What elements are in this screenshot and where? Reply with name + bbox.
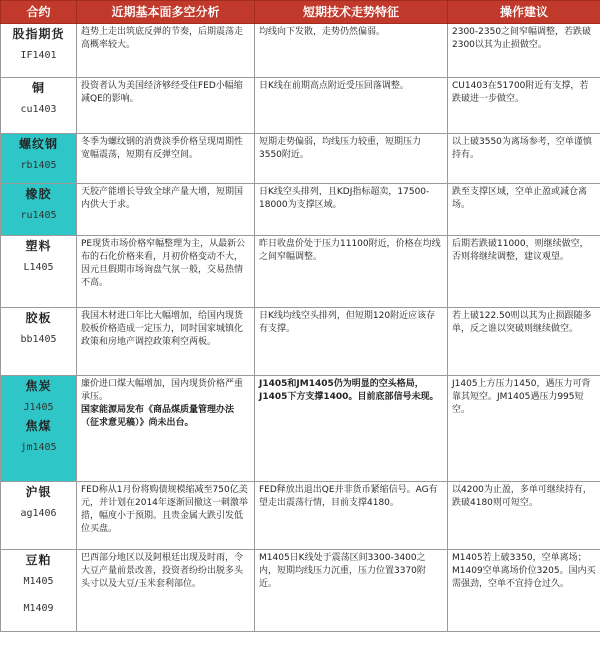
contract-code: bb1405 — [20, 334, 57, 345]
advice-cell: 后期若跌破11000，则继续做空，否则将继续调整，建议观望。 — [448, 236, 600, 308]
fundamentals-cell: 我国木材进口年比大幅增加，给国内现货胶板价格造成一定压力，同时国家城镇化政策和房地产调控政策利空两板。 — [77, 308, 255, 376]
contract-name: 塑料 — [25, 239, 52, 253]
fundamentals-text-bold: 国家能源局发布《商品煤质量管理办法（征求意见稿）》尚未出台。 — [81, 405, 235, 428]
table-row — [1, 78, 600, 134]
technicals-cell: 日K线在前期高点附近受压回落调整。 — [255, 78, 448, 134]
contract-name: 橡胶 — [25, 187, 52, 201]
advice-cell: J1405上方压力1450，遇压力可背靠其短空。JM1405遇压力995短空。 — [448, 376, 600, 482]
technicals-cell: 昨日收盘价处于压力11100附近，价格在均线之间窄幅调整。 — [255, 236, 448, 308]
fundamentals-cell: 投资者认为美国经济够经受住FED小幅缩减QE的影响。 — [77, 78, 255, 134]
fundamentals-cell: 趋势上走出筑底反弹的节奏，后期震荡走高概率较大。 — [77, 24, 255, 78]
contract-cell — [1, 376, 77, 482]
advice-cell: CU1403在51700附近有支撑，若跌破进一步做空。 — [448, 78, 600, 134]
contract-cell — [1, 308, 77, 376]
fundamentals-cell — [77, 376, 255, 482]
fundamentals-cell: FED称从1月份将购债规模缩减至750亿美元，并计划在2014年逐渐回撤这一刺激举措，幅度小于预期。且贵金属大跌引发低位买盘。 — [77, 482, 255, 550]
contract-name: 胶板 — [25, 311, 52, 325]
table-row — [1, 24, 600, 78]
advice-cell: 以4200为止盈，多单可继续持有，跌破4180则可短空。 — [448, 482, 600, 550]
header-advice: 操作建议 — [448, 1, 600, 24]
contract-cell — [1, 78, 77, 134]
table-row — [1, 236, 600, 308]
advice-cell: 2300-2350之间窄幅调整，若跌破2300以其为止损做空。 — [448, 24, 600, 78]
technicals-cell: M1405日K线处于震荡区间3300-3400之内，短期均线压力沉重，压力位置3370附近。 — [255, 550, 448, 632]
contract-code-secondary: M1409 — [23, 603, 54, 614]
table-row — [1, 134, 600, 184]
contract-code: ag1406 — [20, 508, 57, 519]
contract-name: 焦炭 — [25, 379, 52, 393]
advice-cell: 以上破3550为离场参考，空单谨慎持有。 — [448, 134, 600, 184]
technicals-cell: J1405和JM1405仍为明显的空头格局，J1405下方支撑1400。目前底部信号未现。 — [255, 376, 448, 482]
contract-name: 螺纹钢 — [18, 137, 58, 151]
header-row — [1, 1, 600, 24]
table-row — [1, 550, 600, 632]
contract-name: 豆粕 — [25, 553, 52, 567]
fundamentals-cell: 冬季为螺纹钢的消费淡季价格呈现周期性宽幅震荡，短期有反弹空间。 — [77, 134, 255, 184]
technicals-cell: 日K线空头排列，且KDJ指标超卖，17500-18000为支撑区域。 — [255, 184, 448, 236]
contract-code: IF1401 — [20, 50, 57, 61]
advice-cell: 若上破122.50则以其为止损跟随多单，反之谁以突破则继续做空。 — [448, 308, 600, 376]
technicals-cell: 短期走势偏弱，均线压力较重，短期压力3550附近。 — [255, 134, 448, 184]
contract-name: 铜 — [31, 81, 45, 95]
contract-cell — [1, 24, 77, 78]
header-contract: 合约 — [1, 1, 77, 24]
technicals-cell: 均线向下发散，走势仍然偏弱。 — [255, 24, 448, 78]
fundamentals-cell: 天胶产能增长导致全球产量大增，短期国内供大于求。 — [77, 184, 255, 236]
table-row — [1, 376, 600, 482]
contract-code: ru1405 — [20, 210, 57, 221]
technicals-cell: 日K线均线空头排列，但短期120附近应该存有支撑。 — [255, 308, 448, 376]
table-row — [1, 184, 600, 236]
contract-cell — [1, 236, 77, 308]
header-technicals: 短期技术走势特征 — [255, 1, 448, 24]
table-row — [1, 308, 600, 376]
contract-cell — [1, 184, 77, 236]
header-fundamentals: 近期基本面多空分析 — [77, 1, 255, 24]
table-row — [1, 482, 600, 550]
contract-code: cu1403 — [20, 104, 57, 115]
advice-cell: M1405若上破3350，空单离场；M1409空单离场价位3205。国内买需强劲，空单不宜持仓过久。 — [448, 550, 600, 632]
technicals-cell: FED释放出退出QE并非货币紧缩信号。AG有望走出震荡行情，目前支撑4180。 — [255, 482, 448, 550]
contract-code-secondary: jm1405 — [20, 442, 57, 453]
fundamentals-cell: 巴西部分地区以及阿根廷出现及时雨，令大豆产量前景改善，投资者纷纷出脱多头头寸以及大豆/玉米套利部位。 — [77, 550, 255, 632]
fundamentals-cell: PE现货市场价格窄幅整理为主，从最新公布的石化价格来看，月初价格变动不大，因元旦假期市场询盘气氛一般，交易热情不高。 — [77, 236, 255, 308]
contract-cell — [1, 550, 77, 632]
contract-name-secondary: 焦煤 — [25, 419, 52, 433]
contract-cell — [1, 134, 77, 184]
contract-code: M1405 — [23, 576, 54, 587]
contract-name: 沪银 — [25, 485, 52, 499]
contract-name: 股指期货 — [12, 27, 65, 41]
contract-code: rb1405 — [20, 160, 57, 171]
contract-code: L1405 — [23, 262, 54, 273]
fundamentals-text: 廉价进口煤大幅增加，国内现货价格严重承压。 — [81, 379, 244, 402]
advice-cell: 跌至支撑区域，空单止盈或减仓离场。 — [448, 184, 600, 236]
contract-code: J1405 — [23, 402, 54, 413]
contract-cell — [1, 482, 77, 550]
